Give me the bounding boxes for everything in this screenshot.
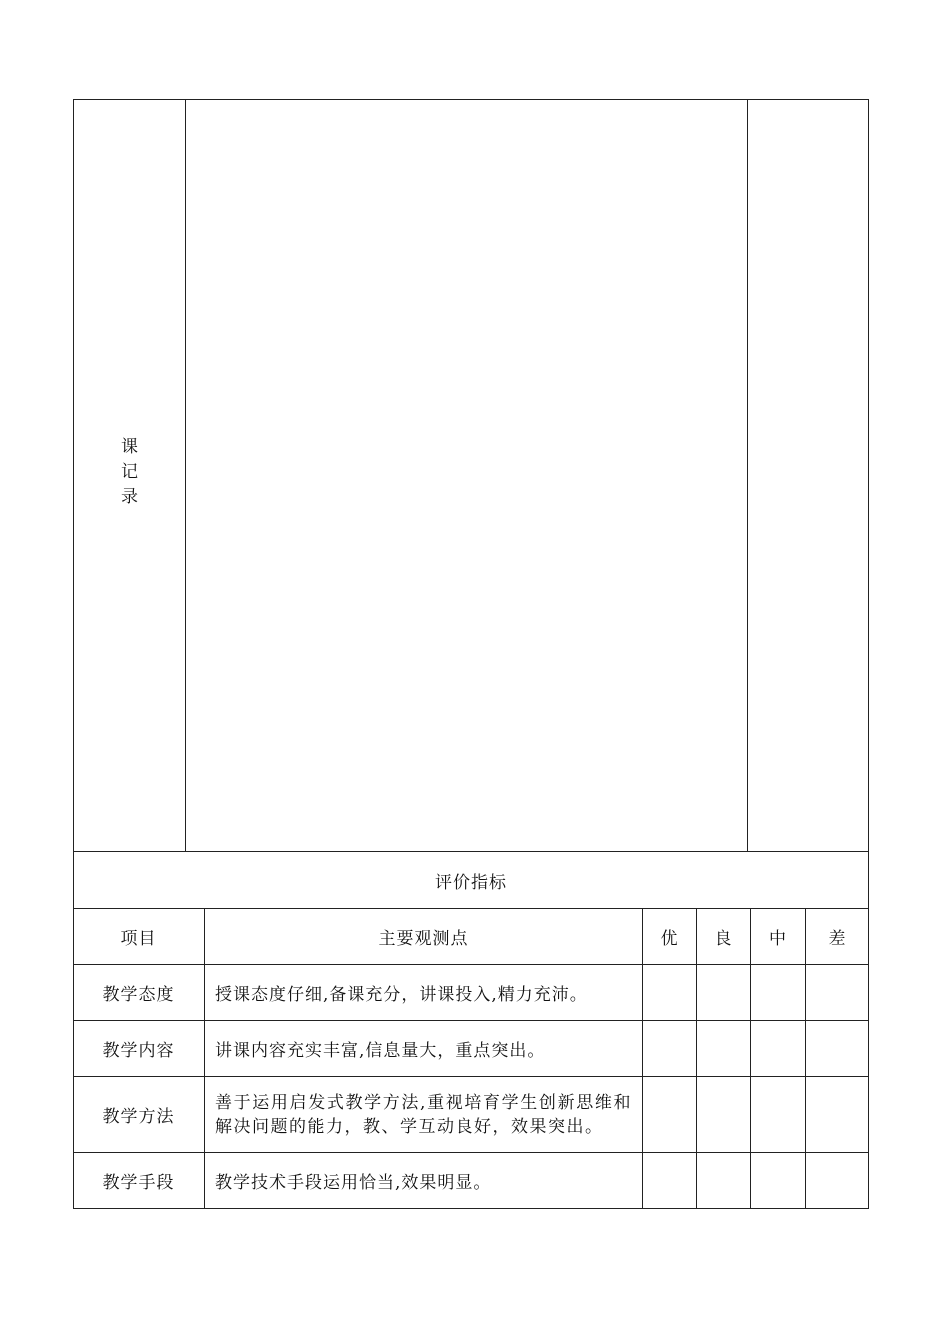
record-label-char: 课 xyxy=(121,437,138,457)
rating-cell-excellent[interactable] xyxy=(643,1077,696,1152)
record-label-char: 记 xyxy=(121,462,138,482)
record-content-area[interactable] xyxy=(186,100,747,851)
header-average: 中 xyxy=(769,929,787,949)
row-item: 教学手段 xyxy=(102,1173,175,1193)
rating-cell-excellent[interactable] xyxy=(643,1153,696,1208)
row-item: 教学内容 xyxy=(102,1041,175,1061)
rating-cell-average[interactable] xyxy=(751,1021,805,1076)
row-observation: 讲课内容充实丰富,信息量大，重点突出。 xyxy=(215,1041,546,1061)
rating-cell-good[interactable] xyxy=(697,1077,750,1152)
record-label xyxy=(74,435,185,510)
rating-cell-average[interactable] xyxy=(751,965,805,1020)
header-observation: 主要观测点 xyxy=(378,929,469,949)
header-poor: 差 xyxy=(828,929,847,949)
row-item: 教学态度 xyxy=(102,985,175,1005)
record-label-char: 录 xyxy=(121,487,138,507)
rating-cell-good[interactable] xyxy=(697,1153,750,1208)
header-excellent: 优 xyxy=(660,929,679,949)
rating-cell-excellent[interactable] xyxy=(643,965,696,1020)
row-item: 教学方法 xyxy=(102,1107,175,1127)
rating-cell-poor[interactable] xyxy=(806,1021,869,1076)
header-good: 良 xyxy=(714,929,733,949)
rating-cell-poor[interactable] xyxy=(806,965,869,1020)
rating-cell-good[interactable] xyxy=(697,1021,750,1076)
row-observation: 善于运用启发式教学方法,重视培育学生创新思维和解决问题的能力，教、学互动良好，效果突出。 xyxy=(215,1092,632,1137)
evaluation-title: 评价指标 xyxy=(435,872,507,893)
record-side-area[interactable] xyxy=(748,100,868,851)
rating-cell-average[interactable] xyxy=(751,1153,805,1208)
rating-cell-excellent[interactable] xyxy=(643,1021,696,1076)
rating-cell-average[interactable] xyxy=(751,1077,805,1152)
rating-cell-poor[interactable] xyxy=(806,1077,869,1152)
rating-cell-good[interactable] xyxy=(697,965,750,1020)
row-observation: 授课态度仔细,备课充分，讲课投入,精力充沛。 xyxy=(215,985,588,1005)
rating-cell-poor[interactable] xyxy=(806,1153,869,1208)
header-item: 项目 xyxy=(120,929,157,949)
row-observation: 教学技术手段运用恰当,效果明显。 xyxy=(215,1173,492,1193)
